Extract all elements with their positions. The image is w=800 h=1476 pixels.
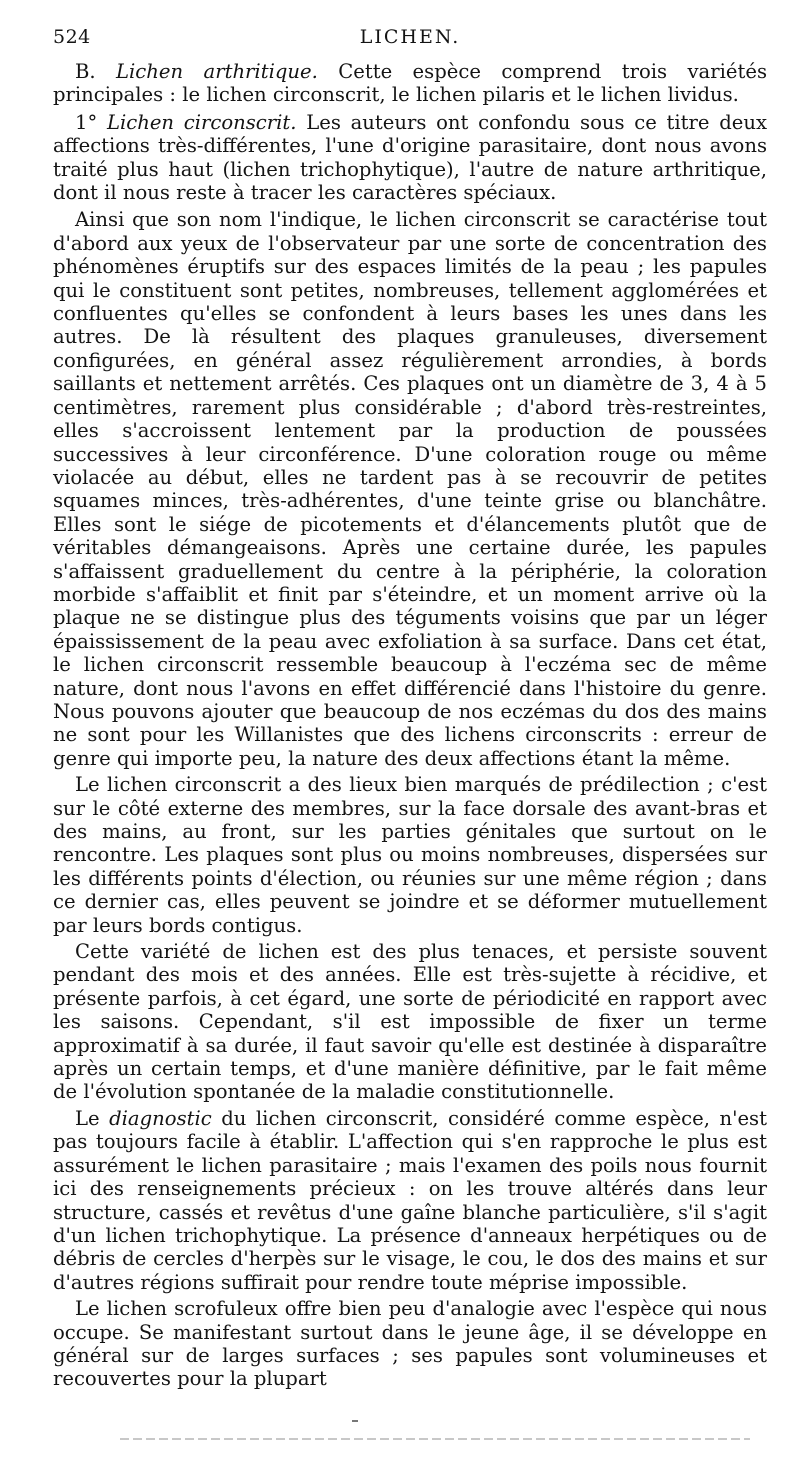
paragraph-text: Le lichen scrofuleux offre bien peu d'analogie avec l'espèce qui nous occupe. Se manifestant surtout dans le jeune âge, il se développe en général sur de larges surfaces ; ses papules sont volumineuses et recouvertes pour la plupart (53, 1297, 767, 1391)
paragraph-text: Cette espèce comprend trois variétés principales : le lichen circonscrit, le lichen pilaris et le lichen lividus. (53, 60, 767, 107)
paragraph-lead: 1° (75, 110, 107, 134)
running-title: LICHEN. (359, 26, 461, 48)
page-number: 524 (53, 26, 91, 48)
paragraph-lichen-scrofuleux (53, 1297, 767, 1391)
diagnostic-term: diagnostic (109, 1106, 212, 1130)
paragraph-evolution (53, 940, 767, 1104)
paragraph-lead: B. (75, 60, 117, 83)
section-heading: Lichen circonscrit. (106, 110, 297, 134)
page-header (53, 26, 767, 60)
paragraph-text: Ainsi que son nom l'indique, le lichen circonscrit se caractérise tout d'abord aux yeux de l'observateur par une sorte de concentration des phénomènes éruptifs sur des espaces limités de la peau ; les papules qui le constituent sont petites, nombreuses, tellement agglomérées et confluentes qu'elles se confondent à leurs bases les unes dans les autres. De là résultent des plaques granuleuses, diversement configurées, en général assez régulièrement arrondies, à bords saillants et nettement arrêtés. Ces plaques ont un diamètre de 3, 4 à 5 centimètres, rarement plus considérable ; d'abord très-restreintes, elles s'accroissent lentement par la production de poussées successives à leur circonférence. D'une coloration rouge ou même violacée au début, elles ne tardent pas à se recouvrir de petites squames minces, très-adhérentes, d'une teinte grise ou blanchâtre. Elles sont le siége de picotements et d'élancements plutôt que de véritables démangeaisons. Après une certaine durée, les papules s'affaissent graduellement du centre à la périphérie, la coloration morbide s'affaiblit et finit par s'éteindre, et un moment arrive où la plaque ne se distingue plus des téguments voisins que par un léger épaississement de la peau avec exfoliation à sa surface. Dans cet état, le lichen circonscrit ressemble beaucoup à l'eczéma sec de même nature, dont nous l'avons en effet différencié dans l'histoire du genre. Nous pouvons ajouter que beaucoup de nos eczémas du dos des mains ne sont pour les Willanistes que des lichens circonscrits : erreur de genre qui importe peu, la nature des deux affections étant la même. (53, 208, 767, 770)
paragraph-lichen-arthritique (53, 60, 767, 107)
paragraph-lichen-circonscrit (53, 111, 767, 205)
paragraph-lead: Le (75, 1106, 110, 1130)
paragraph-text: Le lichen circonscrit a des lieux bien marqués de prédilection ; c'est sur le côté externe des membres, sur la face dorsale des avant-bras et des mains, au front, sur les parties génitales que surtout on le rencontre. Les plaques sont plus ou moins nombreuses, dispersées sur les différents points d'élection, ou réunies sur une même région ; dans ce dernier cas, elles peuvent se joindre et se déformer mutuellement par leurs bords contigus. (53, 773, 767, 937)
document-page (53, 26, 767, 1394)
body-text (53, 60, 767, 1391)
paragraph-diagnostic (53, 1107, 767, 1294)
paragraph-description (53, 208, 767, 770)
section-heading: Lichen arthritique. (116, 60, 318, 83)
paragraph-text: Cette variété de lichen est des plus tenaces, et persiste souvent pendant des mois et des années. Elle est très-sujette à récidive, et présente parfois, à cet égard, une sorte de périodicité en rapport avec les saisons. Cependant, s'il est impossible de fixer un terme approximatif à sa durée, il faut savoir qu'elle est destinée à disparaître après un certain temps, et d'une manière définitive, par le fait même de l'évolution spontanée de la maladie constitutionnelle. (53, 940, 767, 1104)
footer-bleedthrough-line (120, 1438, 750, 1440)
paragraph-text: du lichen circonscrit, considéré comme espèce, n'est pas toujours facile à établir. L'affection qui s'en rapproche le plus est assurément le lichen parasitaire ; mais l'examen des poils nous fournit ici des renseignements précieux : on les trouve altérés dans leur structure, cassés et revêtus d'une gaîne blanche particulière, s'il s'agit d'un lichen trichophytique. La présence d'anneaux herpétiques ou de débris de cercles d'herpès sur le visage, le cou, le dos des mains et sur d'autres régions suffirait pour rendre toute méprise impossible. (53, 1106, 767, 1294)
paragraph-localisation (53, 773, 767, 937)
footer-mark (352, 1420, 358, 1422)
paragraph-text: Les auteurs ont confondu sous ce titre deux affections très-différentes, l'une d'origine parasitaire, dont nous avons traité plus haut (lichen trichophytique), l'autre de nature arthritique, dont il nous reste à tracer les caractères spéciaux. (53, 110, 768, 205)
